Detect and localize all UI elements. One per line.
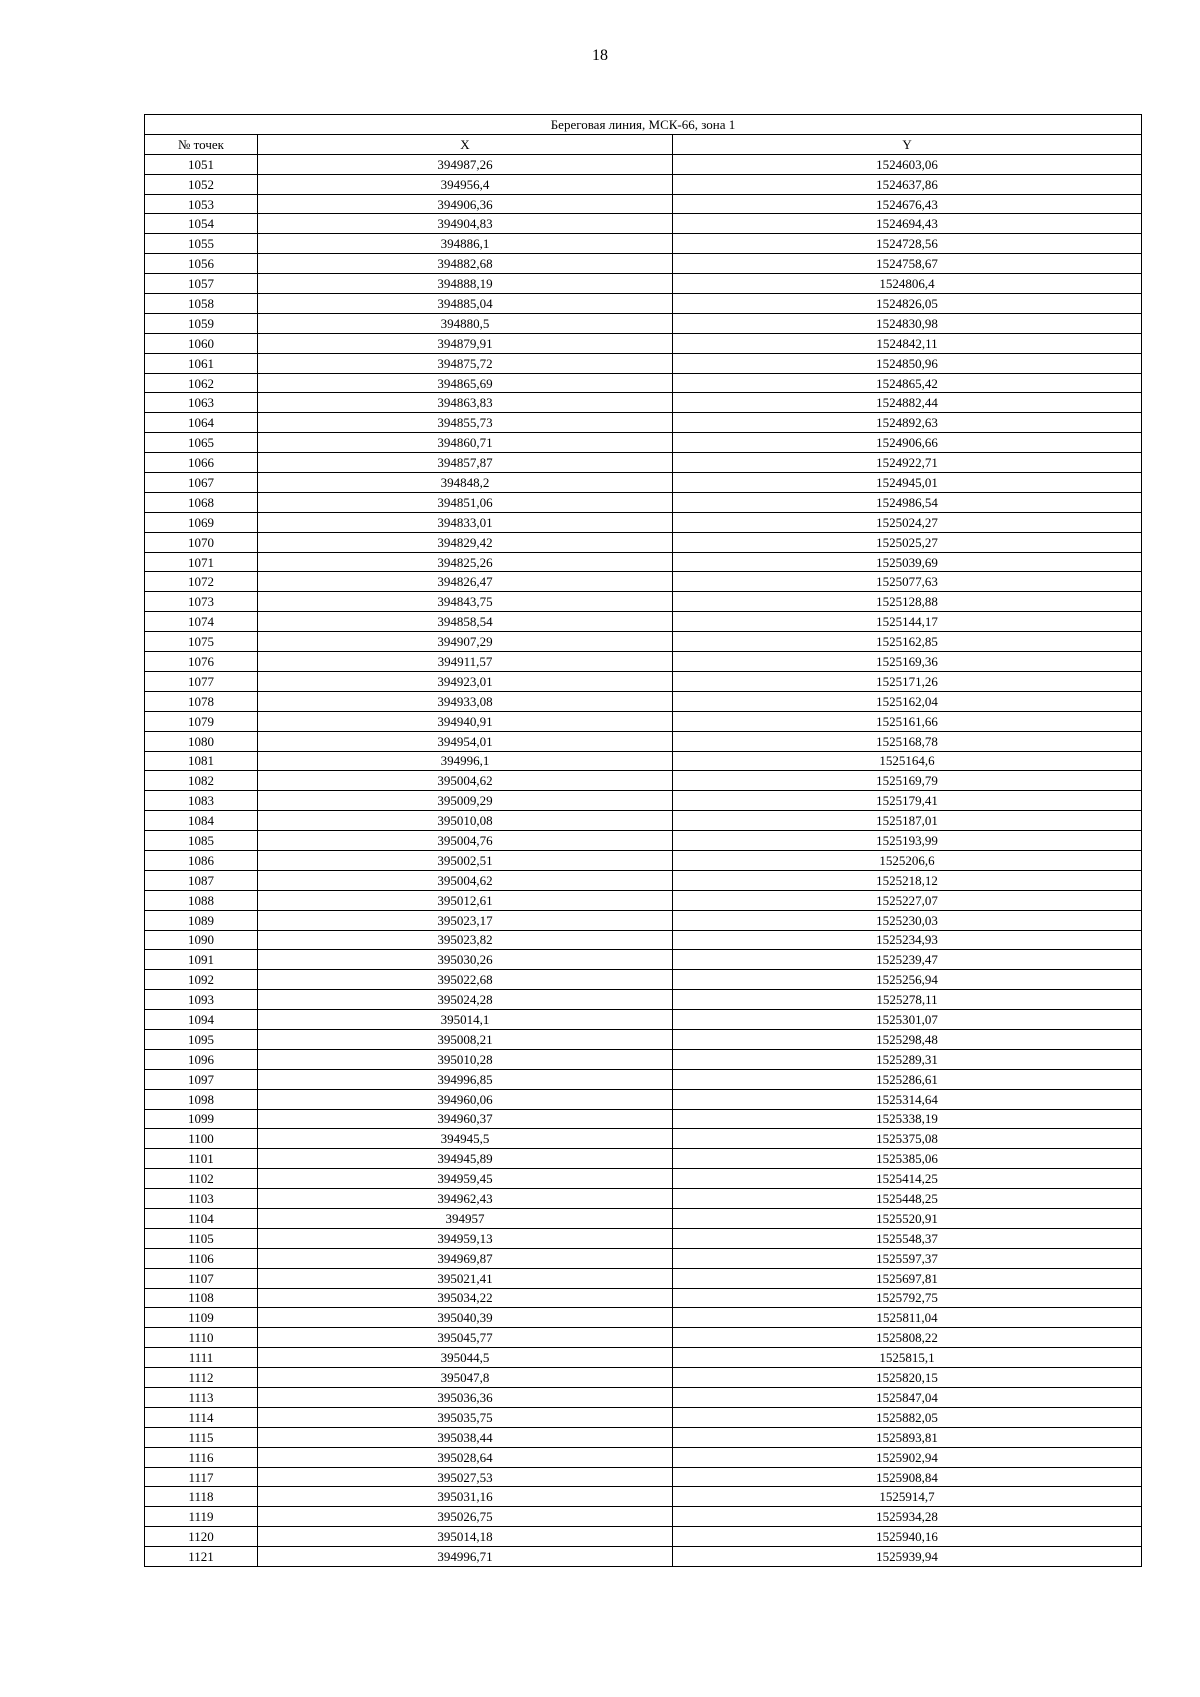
cell-x: 394940,91: [258, 711, 673, 731]
cell-point-number: 1087: [145, 870, 258, 890]
cell-y: 1525168,78: [673, 731, 1142, 751]
cell-x: 395012,61: [258, 890, 673, 910]
cell-y: 1525218,12: [673, 870, 1142, 890]
cell-point-number: 1100: [145, 1129, 258, 1149]
cell-y: 1525940,16: [673, 1527, 1142, 1547]
cell-y: 1525548,37: [673, 1228, 1142, 1248]
cell-y: 1524865,42: [673, 373, 1142, 393]
cell-point-number: 1070: [145, 532, 258, 552]
cell-y: 1524850,96: [673, 353, 1142, 373]
cell-x: 395045,77: [258, 1328, 673, 1348]
cell-point-number: 1113: [145, 1388, 258, 1408]
cell-y: 1525234,93: [673, 930, 1142, 950]
cell-x: 394907,29: [258, 632, 673, 652]
cell-x: 394848,2: [258, 473, 673, 493]
table-row: [145, 1527, 1142, 1547]
cell-x: 395040,39: [258, 1308, 673, 1328]
table-row: [145, 492, 1142, 512]
table-row: [145, 890, 1142, 910]
table-row: [145, 154, 1142, 174]
cell-y: 1525908,84: [673, 1467, 1142, 1487]
cell-y: 1524906,66: [673, 433, 1142, 453]
cell-y: 1525808,22: [673, 1328, 1142, 1348]
cell-x: 394826,47: [258, 572, 673, 592]
cell-x: 394933,08: [258, 691, 673, 711]
cell-point-number: 1119: [145, 1507, 258, 1527]
cell-x: 394945,5: [258, 1129, 673, 1149]
cell-y: 1524842,11: [673, 333, 1142, 353]
cell-x: 394987,26: [258, 154, 673, 174]
cell-point-number: 1081: [145, 751, 258, 771]
cell-point-number: 1090: [145, 930, 258, 950]
cell-y: 1525128,88: [673, 592, 1142, 612]
cell-point-number: 1094: [145, 1010, 258, 1030]
cell-y: 1524826,05: [673, 294, 1142, 314]
table-row: [145, 970, 1142, 990]
table-row: [145, 1029, 1142, 1049]
cell-y: 1525077,63: [673, 572, 1142, 592]
cell-point-number: 1093: [145, 990, 258, 1010]
cell-x: 394833,01: [258, 512, 673, 532]
cell-point-number: 1106: [145, 1248, 258, 1268]
cell-y: 1525792,75: [673, 1288, 1142, 1308]
cell-point-number: 1067: [145, 473, 258, 493]
cell-y: 1525301,07: [673, 1010, 1142, 1030]
cell-point-number: 1102: [145, 1169, 258, 1189]
cell-y: 1525298,48: [673, 1029, 1142, 1049]
cell-x: 394960,06: [258, 1089, 673, 1109]
cell-x: 394911,57: [258, 652, 673, 672]
column-header-x: X: [258, 134, 673, 154]
cell-x: 394875,72: [258, 353, 673, 373]
cell-x: 394956,4: [258, 174, 673, 194]
cell-y: 1525385,06: [673, 1149, 1142, 1169]
cell-x: 394885,04: [258, 294, 673, 314]
cell-x: 394879,91: [258, 333, 673, 353]
cell-point-number: 1112: [145, 1368, 258, 1388]
cell-point-number: 1051: [145, 154, 258, 174]
table-row: [145, 870, 1142, 890]
table-row: [145, 1189, 1142, 1209]
cell-x: 395026,75: [258, 1507, 673, 1527]
cell-point-number: 1065: [145, 433, 258, 453]
cell-x: 395004,62: [258, 771, 673, 791]
cell-y: 1525230,03: [673, 910, 1142, 930]
table-row: [145, 532, 1142, 552]
table-row: [145, 1427, 1142, 1447]
table-row: [145, 1248, 1142, 1268]
table-row: [145, 1328, 1142, 1348]
cell-point-number: 1055: [145, 234, 258, 254]
table-row: [145, 1069, 1142, 1089]
table-row: [145, 373, 1142, 393]
cell-x: 394858,54: [258, 612, 673, 632]
cell-x: 394829,42: [258, 532, 673, 552]
cell-point-number: 1073: [145, 592, 258, 612]
table-body: [145, 154, 1142, 1566]
page-number: 18: [592, 47, 608, 64]
table-row: [145, 1348, 1142, 1368]
cell-point-number: 1072: [145, 572, 258, 592]
cell-x: 395014,1: [258, 1010, 673, 1030]
cell-x: 395014,18: [258, 1527, 673, 1547]
table-row: [145, 1447, 1142, 1467]
cell-y: 1525338,19: [673, 1109, 1142, 1129]
cell-y: 1524882,44: [673, 393, 1142, 413]
cell-x: 394857,87: [258, 453, 673, 473]
cell-point-number: 1084: [145, 811, 258, 831]
cell-y: 1525375,08: [673, 1129, 1142, 1149]
cell-point-number: 1085: [145, 831, 258, 851]
cell-point-number: 1098: [145, 1089, 258, 1109]
cell-point-number: 1058: [145, 294, 258, 314]
cell-x: 395034,22: [258, 1288, 673, 1308]
cell-y: 1525314,64: [673, 1089, 1142, 1109]
cell-y: 1525179,41: [673, 791, 1142, 811]
cell-y: 1525278,11: [673, 990, 1142, 1010]
table-row: [145, 453, 1142, 473]
table-row: [145, 771, 1142, 791]
table-row: [145, 990, 1142, 1010]
cell-x: 394825,26: [258, 552, 673, 572]
table-row: [145, 1109, 1142, 1129]
cell-x: 395009,29: [258, 791, 673, 811]
cell-x: 395038,44: [258, 1427, 673, 1447]
cell-point-number: 1088: [145, 890, 258, 910]
cell-point-number: 1064: [145, 413, 258, 433]
table-row: [145, 1268, 1142, 1288]
table-row: [145, 831, 1142, 851]
cell-y: 1525206,6: [673, 850, 1142, 870]
cell-x: 395002,51: [258, 850, 673, 870]
table-row: [145, 473, 1142, 493]
cell-point-number: 1103: [145, 1189, 258, 1209]
table-row: [145, 234, 1142, 254]
cell-x: 395008,21: [258, 1029, 673, 1049]
cell-x: 394904,83: [258, 214, 673, 234]
cell-y: 1525597,37: [673, 1248, 1142, 1268]
table-row: [145, 1308, 1142, 1328]
cell-point-number: 1075: [145, 632, 258, 652]
cell-y: 1525227,07: [673, 890, 1142, 910]
cell-y: 1525882,05: [673, 1407, 1142, 1427]
cell-y: 1525902,94: [673, 1447, 1142, 1467]
table-row: [145, 910, 1142, 930]
cell-y: 1524603,06: [673, 154, 1142, 174]
table-row: [145, 711, 1142, 731]
column-header-y: Y: [673, 134, 1142, 154]
cell-y: 1525820,15: [673, 1368, 1142, 1388]
cell-y: 1525171,26: [673, 671, 1142, 691]
table-row: [145, 393, 1142, 413]
cell-y: 1525847,04: [673, 1388, 1142, 1408]
cell-y: 1525162,85: [673, 632, 1142, 652]
cell-x: 395030,26: [258, 950, 673, 970]
cell-x: 395004,76: [258, 831, 673, 851]
table-row: [145, 552, 1142, 572]
cell-point-number: 1069: [145, 512, 258, 532]
cell-point-number: 1089: [145, 910, 258, 930]
table-row: [145, 632, 1142, 652]
cell-point-number: 1062: [145, 373, 258, 393]
cell-y: 1524945,01: [673, 473, 1142, 493]
cell-x: 395044,5: [258, 1348, 673, 1368]
cell-x: 394880,5: [258, 313, 673, 333]
cell-x: 395022,68: [258, 970, 673, 990]
cell-x: 394996,71: [258, 1547, 673, 1567]
cell-y: 1525239,47: [673, 950, 1142, 970]
cell-point-number: 1077: [145, 671, 258, 691]
cell-y: 1524758,67: [673, 254, 1142, 274]
table-row: [145, 1089, 1142, 1109]
cell-x: 394960,37: [258, 1109, 673, 1129]
table-row: [145, 1507, 1142, 1527]
cell-y: 1525934,28: [673, 1507, 1142, 1527]
cell-point-number: 1074: [145, 612, 258, 632]
table-row: [145, 214, 1142, 234]
table-row: [145, 433, 1142, 453]
cell-point-number: 1053: [145, 194, 258, 214]
cell-x: 394954,01: [258, 731, 673, 751]
cell-x: 395036,36: [258, 1388, 673, 1408]
table-row: [145, 850, 1142, 870]
table-row: [145, 751, 1142, 771]
cell-y: 1525286,61: [673, 1069, 1142, 1089]
table-row: [145, 592, 1142, 612]
cell-y: 1525815,1: [673, 1348, 1142, 1368]
cell-point-number: 1080: [145, 731, 258, 751]
cell-x: 395023,17: [258, 910, 673, 930]
cell-y: 1525039,69: [673, 552, 1142, 572]
cell-point-number: 1115: [145, 1427, 258, 1447]
cell-x: 395021,41: [258, 1268, 673, 1288]
table-row: [145, 1388, 1142, 1408]
cell-y: 1524892,63: [673, 413, 1142, 433]
cell-point-number: 1101: [145, 1149, 258, 1169]
cell-point-number: 1118: [145, 1487, 258, 1507]
table-row: [145, 1407, 1142, 1427]
table-row: [145, 333, 1142, 353]
cell-x: 394969,87: [258, 1248, 673, 1268]
table-row: [145, 353, 1142, 373]
cell-point-number: 1120: [145, 1527, 258, 1547]
table-row: [145, 1288, 1142, 1308]
cell-y: 1524637,86: [673, 174, 1142, 194]
cell-point-number: 1114: [145, 1407, 258, 1427]
cell-y: 1525187,01: [673, 811, 1142, 831]
cell-point-number: 1063: [145, 393, 258, 413]
cell-x: 395028,64: [258, 1447, 673, 1467]
cell-point-number: 1056: [145, 254, 258, 274]
table-row: [145, 1129, 1142, 1149]
table-row: [145, 1487, 1142, 1507]
cell-y: 1525697,81: [673, 1268, 1142, 1288]
table-row: [145, 791, 1142, 811]
cell-x: 395023,82: [258, 930, 673, 950]
table-row: [145, 612, 1142, 632]
table-row: [145, 1228, 1142, 1248]
cell-x: 395031,16: [258, 1487, 673, 1507]
cell-point-number: 1079: [145, 711, 258, 731]
cell-y: 1525169,36: [673, 652, 1142, 672]
table-row: [145, 1049, 1142, 1069]
cell-x: 394962,43: [258, 1189, 673, 1209]
cell-y: 1525893,81: [673, 1427, 1142, 1447]
cell-x: 394855,73: [258, 413, 673, 433]
cell-x: 395010,28: [258, 1049, 673, 1069]
cell-y: 1525811,04: [673, 1308, 1142, 1328]
cell-point-number: 1116: [145, 1447, 258, 1467]
table-row: [145, 671, 1142, 691]
table-row: [145, 254, 1142, 274]
cell-y: 1525914,7: [673, 1487, 1142, 1507]
cell-x: 394851,06: [258, 492, 673, 512]
cell-x: 394888,19: [258, 274, 673, 294]
cell-y: 1525161,66: [673, 711, 1142, 731]
table-row: [145, 1368, 1142, 1388]
cell-x: 394957: [258, 1208, 673, 1228]
cell-x: 394886,1: [258, 234, 673, 254]
table-row: [145, 313, 1142, 333]
cell-point-number: 1057: [145, 274, 258, 294]
cell-point-number: 1092: [145, 970, 258, 990]
cell-y: 1525414,25: [673, 1169, 1142, 1189]
cell-point-number: 1052: [145, 174, 258, 194]
table-header-row: [145, 134, 1142, 154]
cell-point-number: 1110: [145, 1328, 258, 1348]
cell-point-number: 1086: [145, 850, 258, 870]
cell-point-number: 1107: [145, 1268, 258, 1288]
cell-x: 395047,8: [258, 1368, 673, 1388]
cell-y: 1525169,79: [673, 771, 1142, 791]
cell-point-number: 1117: [145, 1467, 258, 1487]
column-header-point-number: № точек: [145, 134, 258, 154]
cell-x: 394996,1: [258, 751, 673, 771]
cell-x: 394843,75: [258, 592, 673, 612]
table-row: [145, 413, 1142, 433]
cell-x: 395035,75: [258, 1407, 673, 1427]
table-row: [145, 731, 1142, 751]
cell-point-number: 1095: [145, 1029, 258, 1049]
cell-point-number: 1091: [145, 950, 258, 970]
cell-point-number: 1078: [145, 691, 258, 711]
table-row: [145, 652, 1142, 672]
cell-x: 394959,45: [258, 1169, 673, 1189]
table-title: Береговая линия, МСК-66, зона 1: [145, 115, 1142, 135]
table-row: [145, 1208, 1142, 1228]
cell-point-number: 1096: [145, 1049, 258, 1069]
cell-y: 1524806,4: [673, 274, 1142, 294]
cell-x: 395010,08: [258, 811, 673, 831]
cell-x: 394959,13: [258, 1228, 673, 1248]
cell-y: 1525164,6: [673, 751, 1142, 771]
cell-y: 1524676,43: [673, 194, 1142, 214]
cell-x: 395004,62: [258, 870, 673, 890]
cell-x: 394882,68: [258, 254, 673, 274]
cell-point-number: 1054: [145, 214, 258, 234]
cell-y: 1525448,25: [673, 1189, 1142, 1209]
cell-x: 395027,53: [258, 1467, 673, 1487]
cell-x: 394945,89: [258, 1149, 673, 1169]
cell-y: 1525520,91: [673, 1208, 1142, 1228]
cell-point-number: 1076: [145, 652, 258, 672]
cell-x: 394863,83: [258, 393, 673, 413]
cell-y: 1524922,71: [673, 453, 1142, 473]
cell-y: 1524694,43: [673, 214, 1142, 234]
cell-y: 1525256,94: [673, 970, 1142, 990]
cell-x: 394923,01: [258, 671, 673, 691]
cell-point-number: 1105: [145, 1228, 258, 1248]
cell-point-number: 1108: [145, 1288, 258, 1308]
table-row: [145, 572, 1142, 592]
table-row: [145, 691, 1142, 711]
cell-x: 394996,85: [258, 1069, 673, 1089]
cell-y: 1525144,17: [673, 612, 1142, 632]
cell-x: 394865,69: [258, 373, 673, 393]
cell-y: 1525289,31: [673, 1049, 1142, 1069]
cell-x: 394860,71: [258, 433, 673, 453]
table-title-row: [145, 115, 1142, 135]
cell-point-number: 1071: [145, 552, 258, 572]
table-row: [145, 174, 1142, 194]
cell-y: 1524830,98: [673, 313, 1142, 333]
cell-point-number: 1111: [145, 1348, 258, 1368]
table-row: [145, 1467, 1142, 1487]
cell-point-number: 1121: [145, 1547, 258, 1567]
table-row: [145, 512, 1142, 532]
cell-point-number: 1082: [145, 771, 258, 791]
cell-x: 395024,28: [258, 990, 673, 1010]
cell-y: 1525024,27: [673, 512, 1142, 532]
table-row: [145, 1149, 1142, 1169]
table-row: [145, 294, 1142, 314]
cell-point-number: 1061: [145, 353, 258, 373]
table-row: [145, 1010, 1142, 1030]
cell-point-number: 1066: [145, 453, 258, 473]
cell-point-number: 1109: [145, 1308, 258, 1328]
cell-point-number: 1060: [145, 333, 258, 353]
table-row: [145, 1169, 1142, 1189]
cell-y: 1524728,56: [673, 234, 1142, 254]
cell-y: 1524986,54: [673, 492, 1142, 512]
cell-x: 394906,36: [258, 194, 673, 214]
cell-y: 1525025,27: [673, 532, 1142, 552]
table-row: [145, 950, 1142, 970]
table-row: [145, 811, 1142, 831]
cell-y: 1525193,99: [673, 831, 1142, 851]
table-row: [145, 1547, 1142, 1567]
table-row: [145, 194, 1142, 214]
cell-point-number: 1099: [145, 1109, 258, 1129]
cell-point-number: 1068: [145, 492, 258, 512]
cell-y: 1525162,04: [673, 691, 1142, 711]
table-row: [145, 930, 1142, 950]
cell-y: 1525939,94: [673, 1547, 1142, 1567]
cell-point-number: 1059: [145, 313, 258, 333]
cell-point-number: 1083: [145, 791, 258, 811]
cell-point-number: 1104: [145, 1208, 258, 1228]
cell-point-number: 1097: [145, 1069, 258, 1089]
coordinates-table: [144, 114, 1142, 1567]
table-row: [145, 274, 1142, 294]
